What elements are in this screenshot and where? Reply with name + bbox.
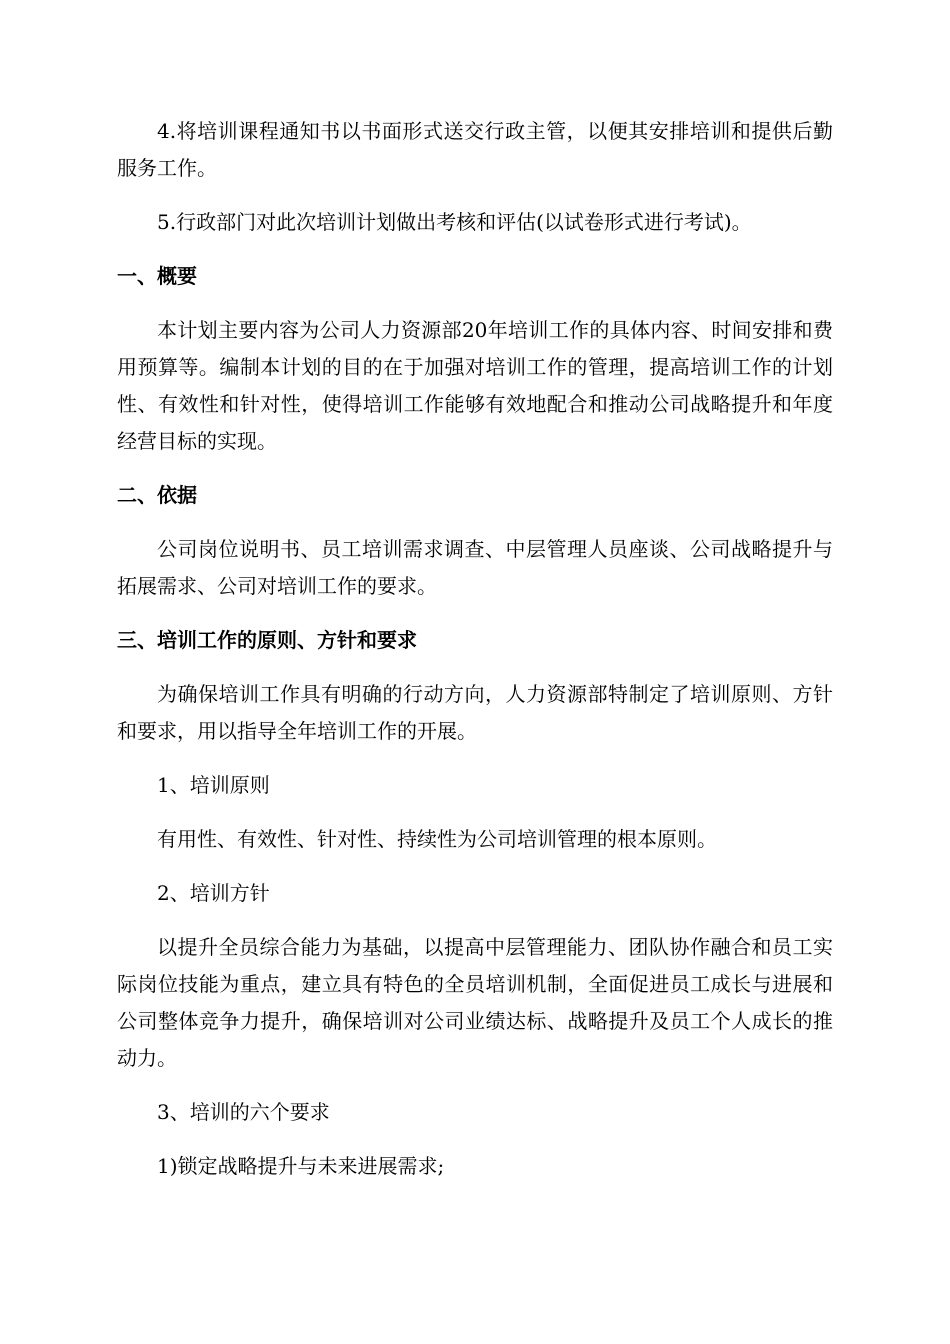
paragraph-training-policy: 以提升全员综合能力为基础，以提高中层管理能力、团队协作融合和员工实际岗位技能为重点，建立具有特色的全员培训机制，全面促进员工成长与进展和公司整体竞争力提升，确保培训对公司业绩达标、战略提升及员工个人成长的推动力。 [117, 935, 833, 1070]
document-body [117, 113, 833, 1185]
paragraph-item-4: 4.将培训课程通知书以书面形式送交行政主管，以便其安排培训和提供后勤服务工作。 [117, 119, 833, 180]
section-heading-principles: 三、培训工作的原则、方针和要求 [117, 628, 417, 652]
paragraph-item-5: 5.行政部门对此次培训计划做出考核和评估(以试卷形式进行考试)。 [157, 210, 752, 234]
paragraph-principles-intro: 为确保培训工作具有明确的行动方向，人力资源部特制定了培训原则、方针和要求，用以指导全年培训工作的开展。 [117, 682, 833, 743]
subheading-training-policy: 2、培训方针 [157, 881, 270, 905]
subheading-six-requirements: 3、培训的六个要求 [157, 1100, 330, 1124]
section-heading-basis: 二、依据 [117, 483, 197, 507]
list-item-requirement-1: 1)锁定战略提升与未来进展需求; [157, 1154, 445, 1178]
subheading-training-principles: 1、培训原则 [157, 773, 270, 797]
paragraph-training-principles: 有用性、有效性、针对性、持续性为公司培训管理的根本原则。 [157, 827, 717, 851]
section-heading-overview: 一、概要 [117, 264, 197, 288]
paragraph-basis: 公司岗位说明书、员工培训需求调查、中层管理人员座谈、公司战略提升与拓展需求、公司对培训工作的要求。 [117, 537, 833, 598]
paragraph-overview: 本计划主要内容为公司人力资源部20年培训工作的具体内容、时间安排和费用预算等。编制本计划的目的在于加强对培训工作的管理，提高培训工作的计划性、有效性和针对性，使得培训工作能够有效地配合和推动公司战略提升和年度经营目标的实现。 [117, 318, 833, 453]
